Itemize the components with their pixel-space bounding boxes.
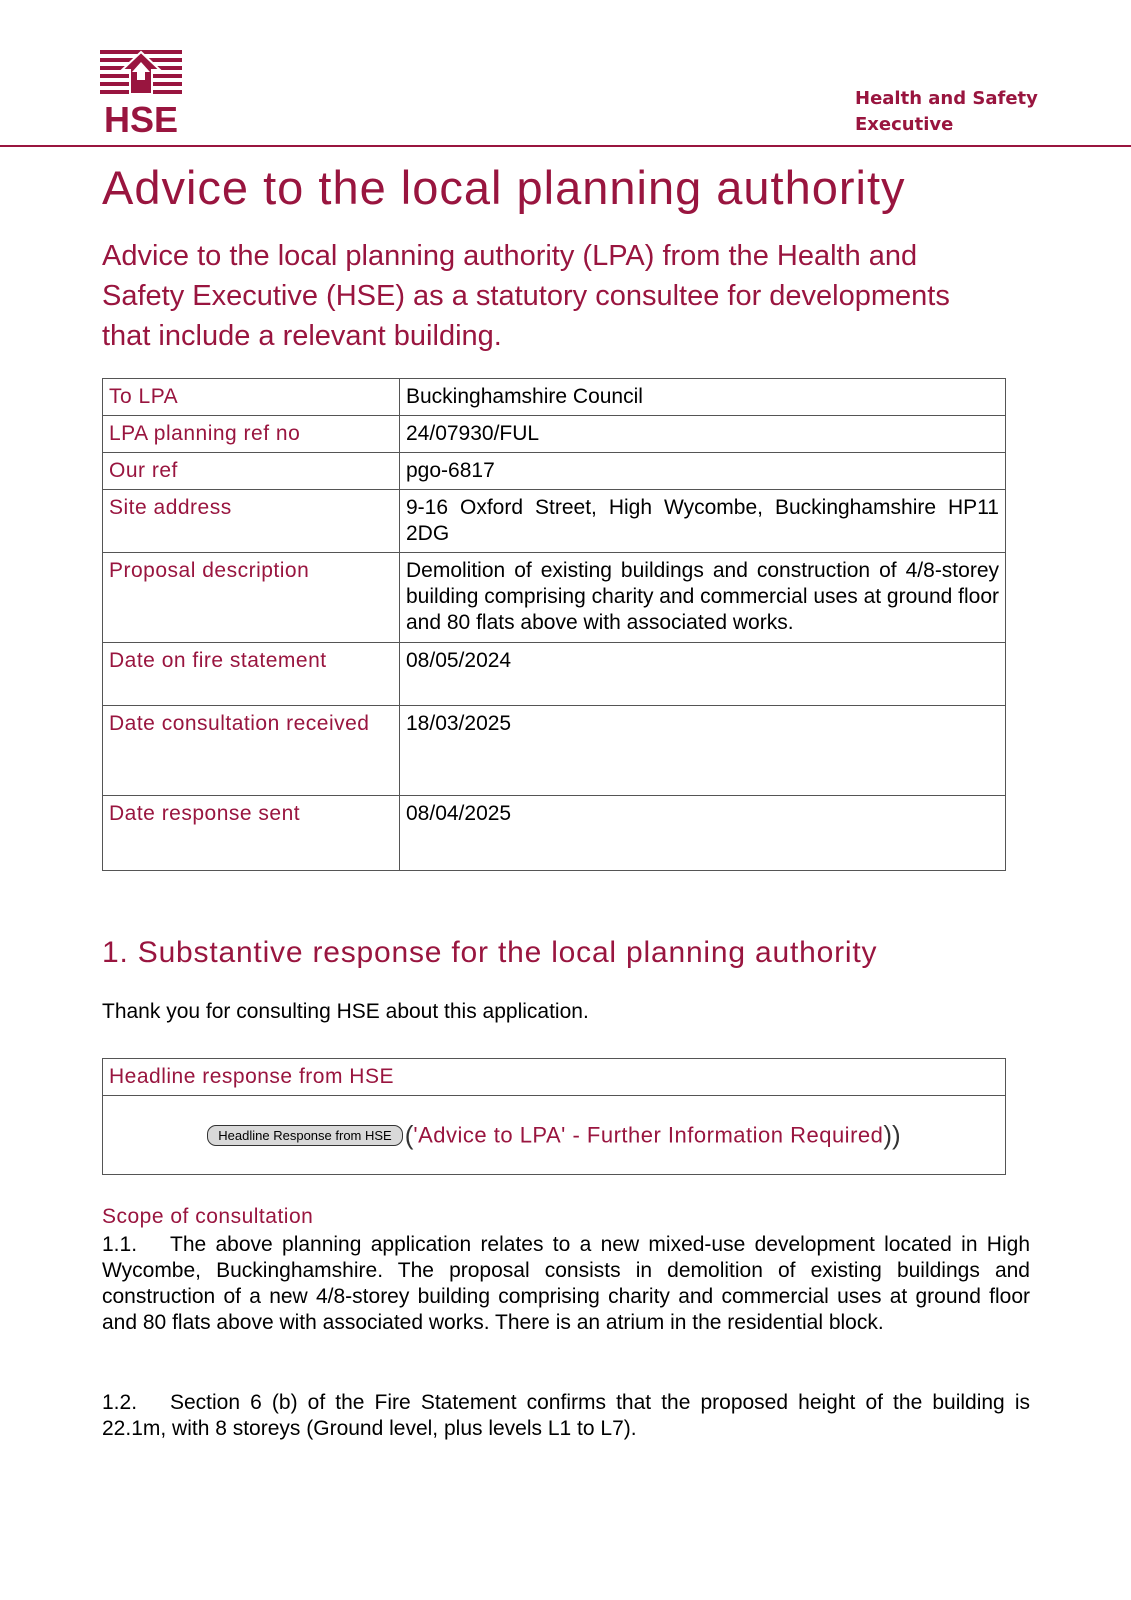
paragraph-number: 1.1. (102, 1233, 138, 1256)
row-value: 08/04/2025 (400, 796, 1006, 871)
row-value: pgo-6817 (400, 453, 1006, 490)
row-value: 18/03/2025 (400, 706, 1006, 796)
row-value: 24/07930/FUL (400, 416, 1006, 453)
table-row (103, 453, 1006, 490)
paragraph-text: The above planning application relates to a new mixed-use development located in High Wycombe, Buckinghamshire. The proposal consists in demolition of existing buildings and construction of a new 4/8-storey building comprising charity and commercial uses at ground floor and 80 flats above with associated works. There is an atrium in the residential block. (102, 1233, 1030, 1334)
hse-logo (100, 50, 186, 136)
row-label: Proposal description (103, 553, 400, 643)
table-row (103, 796, 1006, 871)
row-label: Date consultation received (103, 706, 400, 796)
document-title: Advice to the local planning authority (102, 161, 906, 214)
row-label: LPA planning ref no (103, 416, 400, 453)
row-value: 08/05/2024 (400, 643, 1006, 706)
paragraph-1-2 (102, 1390, 1030, 1442)
paragraph-1-1 (102, 1232, 1030, 1336)
table-row (103, 1096, 1006, 1175)
headline-label: Headline response from HSE (103, 1059, 1006, 1096)
headline-body (103, 1096, 1006, 1175)
bracket-close: )) (883, 1119, 901, 1150)
headline-tag: Headline Response from HSE (207, 1125, 402, 1146)
org-name-line-1: Health and Safety (855, 88, 1038, 109)
consultation-details-table (102, 378, 1006, 871)
table-row (103, 416, 1006, 453)
header-divider (0, 145, 1131, 147)
headline-value: 'Advice to LPA' - Further Information Required (413, 1122, 884, 1147)
row-value: Buckinghamshire Council (400, 379, 1006, 416)
scope-heading: Scope of consultation (102, 1205, 314, 1228)
section-1-heading: 1. Substantive response for the local planning authority (102, 936, 878, 969)
table-row (103, 553, 1006, 643)
row-value: 9-16 Oxford Street, High Wycombe, Buckinghamshire HP11 2DG (400, 490, 1006, 553)
bracket-open: ( (404, 1119, 414, 1150)
thanks-text: Thank you for consulting HSE about this application. (102, 1000, 589, 1023)
table-row (103, 1059, 1006, 1096)
table-row (103, 379, 1006, 416)
row-value: Demolition of existing buildings and construction of 4/8-storey building comprising charity and commercial uses at ground floor and 80 flats above with associated works. (400, 553, 1006, 643)
logo-text: HSE (103, 99, 179, 136)
row-label: Date on fire statement (103, 643, 400, 706)
organisation-name (855, 86, 1038, 138)
document-subtitle: Advice to the local planning authority (LPA) from the Health and Safety Executive (HSE) as a statutory consultee for developments that include a relevant building. (102, 240, 950, 352)
paragraph-text: Section 6 (b) of the Fire Statement confirms that the proposed height of the building is 22.1m, with 8 storeys (Ground level, plus levels L1 to L7). (102, 1391, 1030, 1440)
paragraph-number: 1.2. (102, 1391, 138, 1414)
table-row (103, 643, 1006, 706)
row-label: Site address (103, 490, 400, 553)
headline-response-box (102, 1058, 1006, 1175)
org-name-line-2: Executive (855, 114, 954, 135)
table-row (103, 490, 1006, 553)
row-label: Our ref (103, 453, 400, 490)
row-label: Date response sent (103, 796, 400, 871)
table-row (103, 706, 1006, 796)
row-label: To LPA (103, 379, 400, 416)
